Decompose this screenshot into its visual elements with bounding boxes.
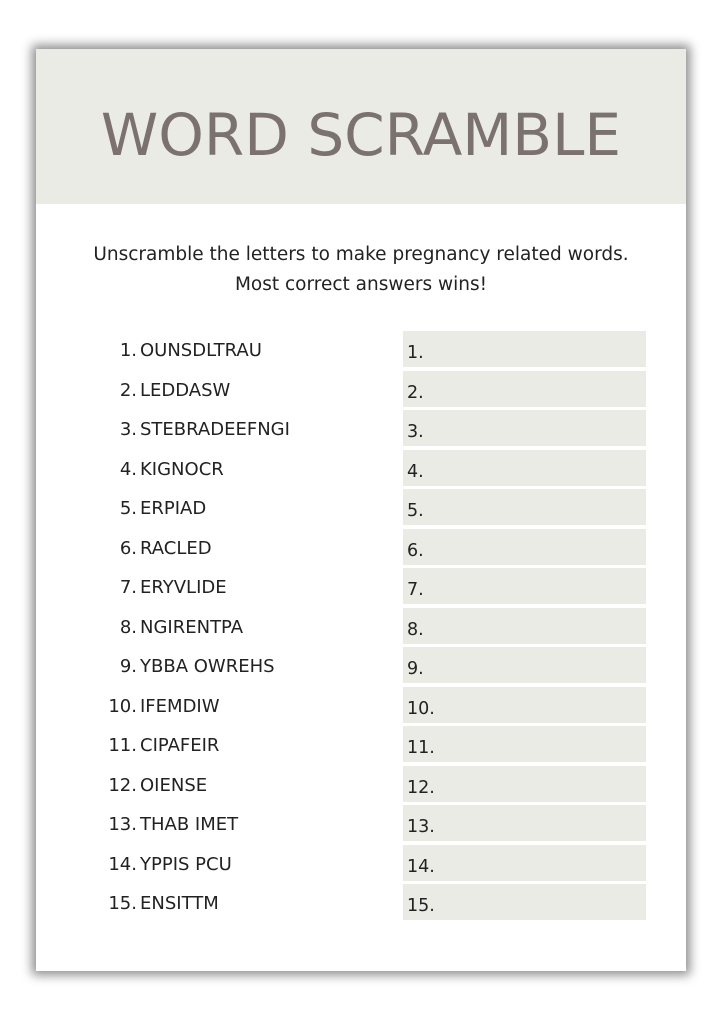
answer-box[interactable] [403, 608, 646, 644]
answer-number: 13. [407, 817, 435, 837]
scrambled-word: NGIRENTPA [140, 616, 244, 638]
answer-box[interactable] [403, 371, 646, 407]
answer-number: 3. [407, 422, 424, 442]
clue-row [36, 891, 396, 917]
clue-number: 1. [119, 340, 137, 361]
instructions-text: Unscramble the letters to make pregnancy related words. Most correct answers wins! [93, 244, 629, 295]
clue-row [36, 496, 396, 522]
answer-box[interactable] [403, 529, 646, 565]
clue-number: 10. [108, 695, 137, 717]
answer-number: 12. [407, 777, 435, 798]
answer-box[interactable] [403, 489, 646, 525]
clue-number: 14. [108, 853, 137, 875]
clue-number: 15. [108, 893, 137, 914]
clue-row [36, 378, 396, 404]
worksheet-page [36, 49, 686, 971]
clue-number: 9. [119, 656, 137, 677]
clue-row [36, 615, 396, 641]
answer-box[interactable] [403, 845, 646, 881]
answer-number: 1. [407, 343, 424, 363]
scrambled-word: IFEMDIW [140, 695, 220, 717]
clue-number: 13. [108, 814, 137, 835]
scrambled-word: YPPIS PCU [140, 853, 232, 875]
clue-number: 12. [108, 774, 137, 796]
answer-box[interactable] [403, 410, 646, 446]
clue-row [36, 694, 396, 720]
clue-row [36, 457, 396, 483]
page-title: WORD SCRAMBLE [100, 101, 622, 169]
scrambled-word: OUNSDLTRAU [140, 340, 262, 361]
clue-number: 5. [119, 498, 137, 519]
answer-box[interactable] [403, 450, 646, 486]
clue-row [36, 852, 396, 878]
clue-number: 11. [108, 735, 137, 756]
answer-box[interactable] [403, 805, 646, 841]
scrambled-word: LEDDASW [140, 379, 231, 401]
answer-box[interactable] [403, 647, 646, 683]
clue-row [36, 733, 396, 759]
scrambled-word: YBBA OWREHS [140, 656, 275, 677]
scrambled-word: KIGNOCR [140, 458, 224, 480]
scrambled-word: THAB IMET [140, 814, 239, 835]
clue-number: 7. [119, 577, 137, 598]
clue-row [36, 654, 396, 680]
scrambled-word: ENSITTM [140, 893, 219, 914]
scrambled-word: ERPIAD [140, 498, 207, 519]
title-banner [36, 49, 686, 204]
answer-number: 4. [407, 461, 424, 482]
answer-box[interactable] [403, 331, 646, 367]
clue-row [36, 417, 396, 443]
answer-box[interactable] [403, 568, 646, 604]
clue-row [36, 812, 396, 838]
scrambled-word: RACLED [140, 537, 212, 559]
clue-number: 6. [119, 537, 137, 559]
clue-number: 8. [119, 616, 137, 638]
answer-box[interactable] [403, 687, 646, 723]
answer-number: 8. [407, 619, 424, 640]
answer-number: 9. [407, 659, 424, 679]
answer-number: 6. [407, 540, 424, 561]
answer-number: 10. [407, 698, 435, 719]
scrambled-word: STEBRADEEFNGI [140, 419, 290, 440]
scrambled-word: ERYVLIDE [140, 577, 227, 598]
clue-row [36, 536, 396, 562]
scrambled-word: OIENSE [140, 774, 208, 796]
clue-row [36, 773, 396, 799]
answer-number: 5. [407, 501, 424, 521]
answer-number: 14. [407, 856, 435, 877]
answer-number: 2. [407, 382, 424, 403]
clue-number: 3. [119, 419, 137, 440]
clue-number: 4. [119, 458, 137, 480]
scrambled-word: CIPAFEIR [140, 735, 220, 756]
answer-number: 7. [407, 580, 424, 600]
answer-box[interactable] [403, 726, 646, 762]
clue-number: 2. [119, 379, 137, 401]
answer-box[interactable] [403, 884, 646, 920]
answer-number: 15. [407, 896, 435, 916]
answer-number: 11. [407, 738, 435, 758]
clue-row [36, 575, 396, 601]
clue-row [36, 338, 396, 364]
answer-box[interactable] [403, 766, 646, 802]
